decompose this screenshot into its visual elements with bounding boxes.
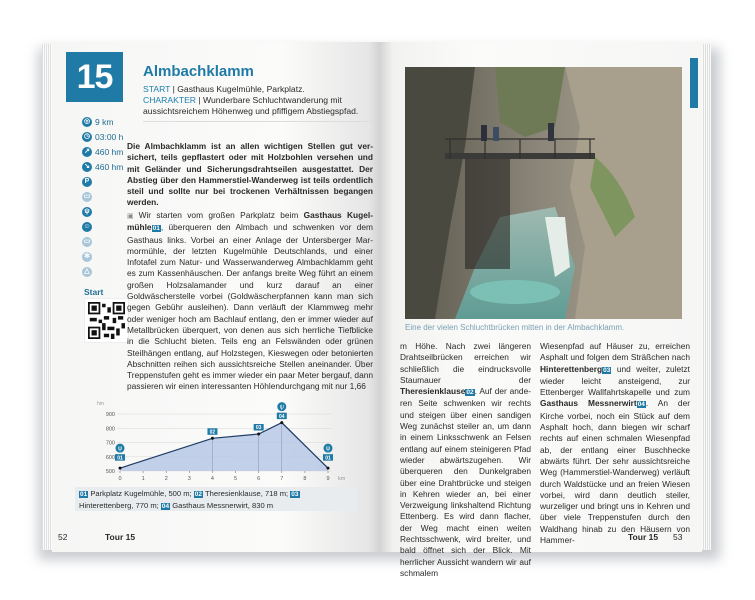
right-column-2: [540, 341, 690, 546]
snow-icon: ▭: [83, 237, 91, 245]
feature-row: [82, 204, 123, 219]
feature-row: [82, 189, 123, 204]
family-icon: ☺: [83, 222, 91, 230]
waypoint-badge: 01: [152, 225, 160, 233]
y-axis-label: hm: [97, 401, 104, 407]
elevation-chart: [75, 393, 358, 488]
legend-text: Hinterettenberg, 770 m;: [79, 501, 161, 510]
running-head-right: Tour 15: [628, 532, 659, 542]
feature-row: [82, 249, 123, 264]
stat-duration: [82, 129, 123, 144]
y-tick-label: 700: [105, 440, 115, 447]
x-tick-label: 2: [164, 476, 168, 482]
y-tick-label: 800: [105, 426, 115, 433]
y-tick-label: 500: [105, 469, 115, 475]
legend-text: Theresienklause, 718 m;: [205, 489, 291, 498]
running-head-left: Tour 15: [105, 532, 136, 542]
waypoint-point: [119, 467, 122, 470]
qr-code-icon: [88, 302, 125, 339]
right-column-1: [400, 341, 531, 579]
stat-value: 460 hm: [95, 161, 124, 172]
waypoint-label: 01: [117, 455, 123, 462]
waypoint-badge: 03: [603, 366, 611, 374]
intro-paragraph: Die Almbachklamm ist an allen wichtigen Stellen gut versichert, teils gepflastert oder mit Holzbohlen versehen und mit Geländer und Sicherungsdrahtseilen ausgestattet. Der Abstieg über den Hammerstiel-Wanderweg ist teils ordentlich steil und sollte nur bei trockenen Verhältnissen begangen werden.: [127, 141, 373, 208]
legend-badge: 02: [194, 491, 203, 498]
text-run: m Höhe. Nach zwei längeren Drahtseilbrücken erreichen wir schließlich die eindrucksvolle Staumauer der: [400, 341, 531, 385]
stat-descent: [82, 159, 123, 174]
x-tick-label: 9: [326, 476, 330, 482]
text-run: Wir starten vom großen Parkplatz beim: [138, 210, 304, 220]
waypoint-point: [280, 421, 283, 424]
stat-value: 9 km: [95, 116, 114, 127]
bus-icon: ▭: [83, 192, 91, 200]
text-run: , überqueren den Almbach und schwenken vor dem Gasthaus links. Vorbei an einer Anlage der Untersberger Marmormühle, der letzten Kugelmühle Deutschlands, und einer Infotafel zum Natur- und Wasserwanderweg Almbachklamm geht es zum Kassenhäuschen. Der anfangs breite Weg führt an einem großen Holzsalamander und kurz darauf an einer Goldwäscherstelle vorbei (Goldwäscherpfannen kann man sich gegen Gebühr ausleihen). Dann verläuft der Klammweg mehr oder weniger hoch am Bachlauf entlang, den er immer wieder auf Metallbrücken überquert, von denen aus sich herrliche Tiefblicke in die Schlucht bieten. Teils eng an Felswänden oder grünen Steilhängen entlang, auf Holzstegen, Kieswegen oder betonierten Abschnitten reihen sich aussichtsreiche Stellen aneinander. Über Treppenstufen geht es immer wieder ein paar Meter bergauf, dann passieren wir einen interessanten Höhlendurchgang mit nur 1,66: [127, 222, 373, 392]
feature-row: [82, 174, 123, 189]
text-run: . Auf der anderen Seite schwenken wir rechts und steigen über einen sandigen Weg zunächst steiler an, um dann in einem Linksschwenk an Felsen entlang auf einem steinigeren Pfad wieder abwärtszugehen. Wir überqueren den Dunkelgraben über eine Drahtbrücke und steigen in Kehren wieder an, bei einer Verzweigung linkshaltend Richtung Ettenberg. Es wird dann flacher, der Weg macht einen weiten Rechtsschwenk, wird breiter, und bald öffnet sich der Blick. Mit herrlicher Aussicht wandern wir auf schmalem: [400, 386, 531, 578]
qr-label: Start: [84, 287, 104, 297]
waypoint-badge: 04: [637, 401, 645, 409]
x-tick-label: 5: [234, 476, 238, 482]
restaurant-glyph: ψ: [325, 446, 331, 453]
waypoint-point: [327, 467, 330, 470]
restaurant-glyph: ψ: [117, 446, 123, 453]
text-run: Wiesenpfad auf Häuser zu, erreichen Asphalt und folgen dem Sträßchen nach: [540, 341, 690, 363]
y-tick-label: 900: [105, 412, 115, 419]
x-tick-label: 3: [187, 476, 191, 482]
y-tick-label: 600: [105, 454, 115, 461]
divider: [143, 121, 375, 122]
tour-summary: [143, 84, 375, 117]
tour-number-box: 15: [66, 52, 123, 102]
character-text: | Wunderbare Schluchtwanderung mit aussichtsreichem Höhenweg und pfiffigem Abstiegspfad.: [143, 95, 359, 116]
stat-value: 03:00 h: [95, 131, 124, 142]
duration-icon: ◷: [83, 132, 91, 140]
winter-icon: ✻: [82, 252, 92, 262]
waypoint-label: 02: [209, 429, 216, 436]
waypoint-point: [257, 433, 260, 436]
stat-ascent: [82, 144, 123, 159]
x-axis-label: km: [338, 476, 346, 482]
route-marker-icon: ▣: [127, 213, 139, 220]
distance-icon: ◎: [83, 117, 91, 125]
legend-badge: 04: [161, 503, 170, 510]
feature-row: [82, 264, 123, 279]
x-tick-label: 0: [118, 476, 122, 482]
place-name: Gasthaus Messnerwirt: [540, 398, 637, 409]
feature-row: [82, 219, 123, 234]
warning-icon: △: [82, 267, 92, 277]
route-description: [127, 210, 373, 393]
legend-badge: 01: [80, 491, 88, 498]
stats-column: [82, 114, 123, 279]
waypoint-point: [211, 437, 214, 440]
x-tick-label: 4: [210, 476, 214, 482]
page-number-right: 53: [673, 532, 683, 542]
qr-code[interactable]: [84, 298, 129, 343]
x-tick-label: 6: [257, 476, 261, 482]
x-tick-label: 7: [280, 476, 284, 482]
place-name: Theresienklause: [400, 386, 466, 397]
start-label: START: [143, 84, 171, 94]
page-number-left: 52: [58, 532, 68, 542]
waypoint-label: 04: [278, 413, 285, 420]
profile-area: [117, 423, 331, 471]
legend-badge: 03: [291, 491, 299, 498]
photo-image: [405, 67, 682, 319]
restaurant-glyph: ψ: [279, 404, 284, 411]
text-run: . An der Kirche vorbei, noch ein Stück auf dem Asphalt hoch, dann biegen wir scharf rechts auf einen schmalen Wiesenpfad ab, der entlang einer Buschhecke abwärts führt. Der sehr aussichtsreiche Weg (Hammerstiel-Wanderweg) verläuft durch Waldstücke und an freien Wiesen vorbei, wird dann deutlich steiler, wurzeliger und bringt uns in Kehren und über viele Treppenstufen durch den Waldhang hinab zu den Häusern von Hammer-: [540, 398, 690, 546]
tour-title: Almbachklamm: [143, 63, 254, 80]
chapter-tab: [690, 58, 698, 108]
parking-icon: P: [82, 177, 92, 187]
start-text: | Gasthaus Kugelmühle, Parkplatz.: [170, 84, 305, 94]
stat-distance: [82, 114, 123, 129]
feature-row: [82, 234, 123, 249]
waypoint-legend: [75, 487, 358, 511]
descent-icon: ↘: [82, 162, 92, 172]
restaurant-icon: ψ: [82, 207, 92, 217]
legend-text: Gasthaus Messnerwirt, 830 m: [172, 501, 274, 510]
legend-text: Parkplatz Kugelmühle, 500 m;: [90, 489, 194, 498]
x-tick-label: 1: [141, 476, 145, 482]
waypoint-badge: 02: [466, 389, 474, 397]
photo-caption: Eine der vielen Schluchtbrücken mitten in der Almbachklamm.: [405, 323, 625, 332]
waypoint-label: 03: [255, 425, 262, 432]
character-label: CHARAKTER: [143, 95, 197, 105]
place-name: Gasthaus Kugelmühle: [127, 210, 373, 233]
x-tick-label: 8: [303, 476, 307, 482]
text-run: und weiter, zuletzt wieder leicht ansteigend, zur Ettenberger Wallfahrtskapelle und zum: [540, 363, 690, 398]
ascent-icon: ↗: [82, 147, 92, 157]
stat-value: 460 hm: [95, 146, 124, 157]
place-name: Hinterettenberg: [540, 363, 603, 374]
waypoint-label: 01: [325, 455, 331, 462]
gorge-photo: [405, 67, 682, 319]
